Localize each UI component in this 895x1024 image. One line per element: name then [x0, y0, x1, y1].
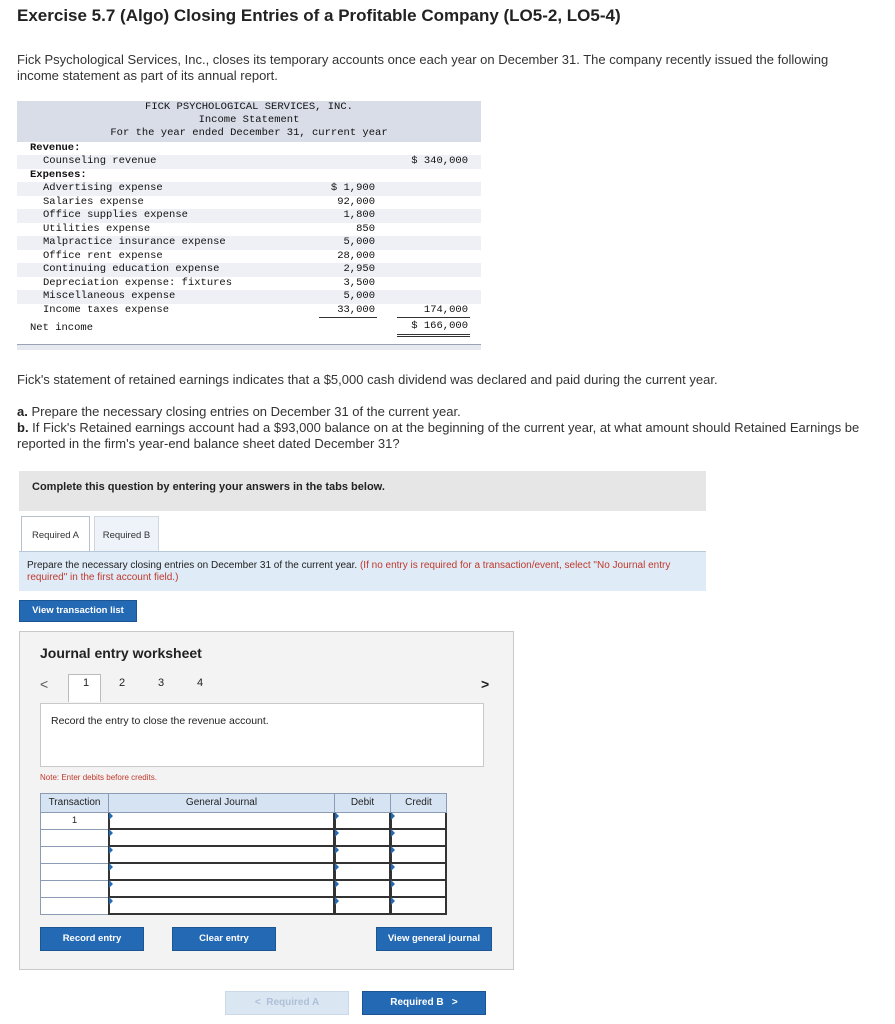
chevron-right-icon: > [451, 997, 458, 1008]
transaction-cell [40, 881, 109, 898]
debit-input[interactable] [334, 830, 391, 847]
credit-input[interactable] [390, 864, 447, 881]
instruction-note: (If no entry is required for a transaction/event, select "No Journal entry required" in the first account field.) [27, 560, 671, 583]
expense-label: Malpractice insurance expense [43, 236, 226, 248]
statement-name: Income Statement [198, 114, 300, 126]
credit-input[interactable] [390, 881, 447, 898]
account-input[interactable] [108, 813, 335, 830]
expense-label: Utilities expense [43, 222, 151, 235]
total-expenses-value: 174,000 [423, 303, 468, 316]
complete-box [19, 471, 706, 511]
expense-label: Depreciation expense: fixtures [43, 276, 233, 289]
account-input[interactable] [108, 830, 335, 847]
chevron-left-icon: < [254, 997, 261, 1008]
credit-input[interactable] [390, 813, 447, 830]
net-income-label: Net income [30, 322, 94, 334]
credit-input[interactable] [390, 847, 447, 864]
instruction-text: Prepare the necessary closing entries on December 31 of the current year. [27, 560, 360, 571]
statement-period: For the year ended December 31, current year [110, 127, 388, 139]
view-transaction-list-button[interactable]: View transaction list [19, 600, 137, 622]
account-input[interactable] [108, 864, 335, 881]
debit-input[interactable] [334, 881, 391, 898]
tab-required-a[interactable]: Required A [21, 516, 90, 552]
view-general-journal-button[interactable]: View general journal [376, 927, 492, 951]
expense-label: Salaries expense [43, 195, 144, 208]
debit-input[interactable] [334, 847, 391, 864]
expense-value: 3,500 [343, 276, 375, 289]
account-input[interactable] [108, 847, 335, 864]
revenue-label: Revenue: [30, 142, 81, 154]
statement-scrollbar[interactable] [17, 344, 481, 350]
page-1[interactable]: 1 [83, 677, 90, 689]
chevron-right-icon[interactable]: > [481, 676, 490, 692]
prev-label: Required A [266, 997, 320, 1008]
credit-input[interactable] [390, 830, 447, 847]
expense-value: 850 [356, 222, 375, 235]
page-title: Exercise 5.7 (Algo) Closing Entries of a Profitable Company (LO5-2, LO5-4) [17, 6, 621, 25]
expense-label: Office supplies expense [43, 209, 188, 221]
next-required-b-button[interactable] [362, 991, 486, 1015]
col-debit: Debit [334, 793, 391, 813]
complete-box-text: Complete this question by entering your answers in the tabs below. [32, 481, 385, 493]
intro-text: Fick Psychological Services, Inc., closes its temporary accounts once each year on December 31. The company recently issued the following income statement as part of its annual report. [17, 52, 829, 83]
expense-label: Miscellaneous expense [43, 290, 176, 302]
col-transaction: Transaction [40, 793, 109, 813]
expense-value: 1,800 [343, 209, 375, 221]
page-3[interactable]: 3 [158, 677, 165, 689]
col-credit: Credit [390, 793, 447, 813]
page-2[interactable]: 2 [119, 677, 126, 689]
expense-value: 5,000 [343, 290, 375, 302]
question-b: b. If Fick's Retained earnings account had a $93,000 balance on at the beginning of the current year, at what amount should Retained Earnings be reported in the firm's year-end balance sheet dated December 31? [17, 420, 860, 451]
entry-description-box [40, 703, 484, 767]
expense-value: $ 1,900 [330, 182, 375, 194]
col-general-journal: General Journal [108, 793, 335, 813]
question-a: a. Prepare the necessary closing entries on December 31 of the current year. [17, 404, 461, 419]
dividend-text: Fick's statement of retained earnings indicates that a $5,000 cash dividend was declared and paid during the current year. [17, 372, 718, 387]
credit-input[interactable] [390, 898, 447, 915]
account-input[interactable] [108, 881, 335, 898]
statement-company: FICK PSYCHOLOGICAL SERVICES, INC. [145, 101, 353, 113]
entry-description: Record the entry to close the revenue account. [51, 715, 269, 727]
next-label: Required B [390, 997, 444, 1008]
transaction-cell: 1 [40, 813, 109, 830]
counseling-revenue-label: Counseling revenue [43, 155, 157, 167]
expense-label: Income taxes expense [43, 303, 170, 316]
clear-entry-button[interactable]: Clear entry [172, 927, 276, 951]
worksheet-title: Journal entry worksheet [40, 645, 202, 661]
income-statement [17, 101, 481, 347]
debits-note: Note: Enter debits before credits. [40, 773, 157, 782]
expense-value: 5,000 [343, 236, 375, 248]
debit-input[interactable] [334, 864, 391, 881]
tab-required-b[interactable]: Required B [94, 516, 159, 552]
expense-value: 28,000 [337, 249, 375, 262]
expense-label: Office rent expense [43, 249, 163, 262]
net-income-value: $ 166,000 [411, 319, 468, 332]
expenses-label: Expenses: [30, 168, 87, 181]
transaction-cell [40, 898, 109, 915]
expense-label: Continuing education expense [43, 263, 220, 275]
expense-value: 2,950 [343, 263, 375, 275]
expense-value: 33,000 [337, 303, 375, 316]
prev-required-a-button[interactable] [225, 991, 349, 1015]
expense-label: Advertising expense [43, 182, 163, 194]
record-entry-button[interactable]: Record entry [40, 927, 144, 951]
instruction-box [19, 551, 706, 591]
expense-value: 92,000 [337, 195, 375, 208]
account-input[interactable] [108, 898, 335, 915]
chevron-left-icon[interactable]: < [40, 676, 49, 692]
transaction-cell [40, 847, 109, 864]
debit-input[interactable] [334, 813, 391, 830]
counseling-revenue-value: $ 340,000 [411, 155, 468, 167]
transaction-cell [40, 830, 109, 847]
debit-input[interactable] [334, 898, 391, 915]
page-4[interactable]: 4 [197, 677, 204, 689]
transaction-cell [40, 864, 109, 881]
